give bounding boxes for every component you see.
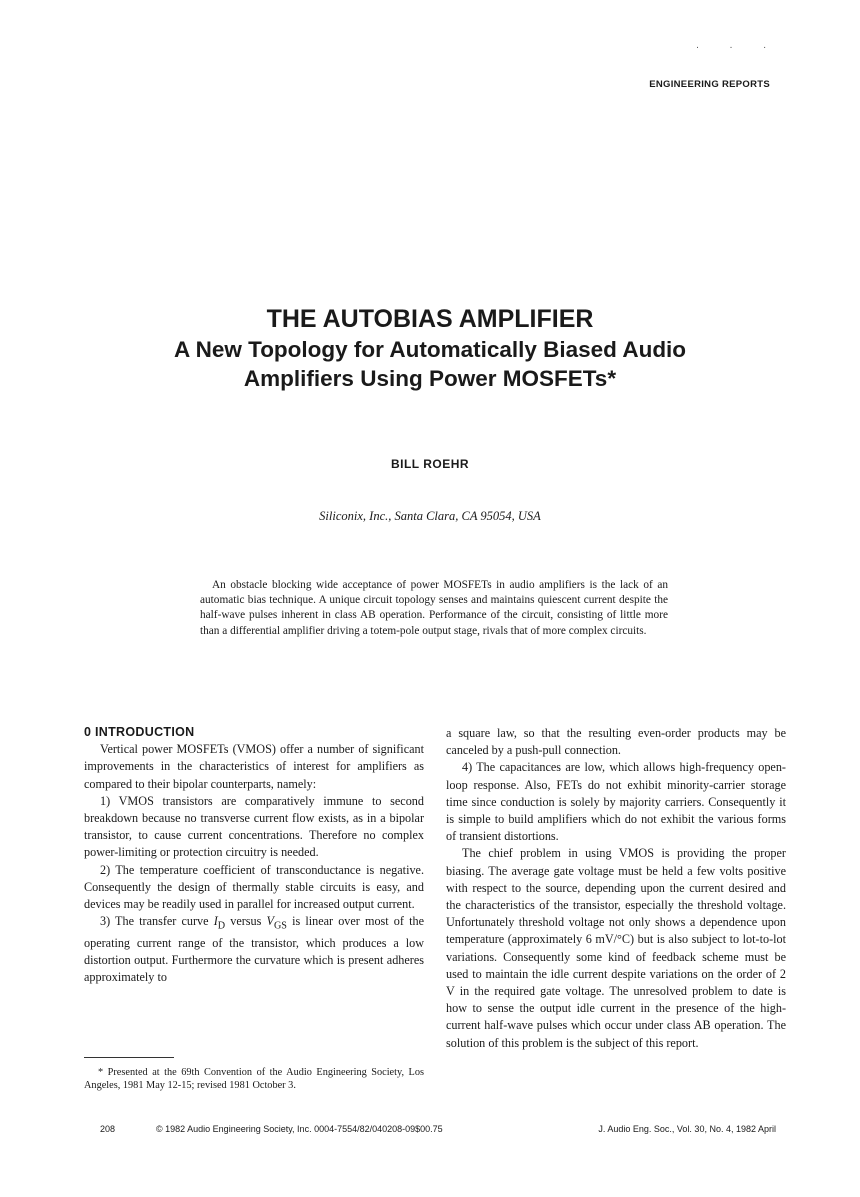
running-header: ENGINEERING REPORTS: [649, 79, 770, 90]
body-paragraph: 4) The capacitances are low, which allows high-frequency open-loop response. Also, FETs do not exhibit minority-carrier storage time since conduction is solely by majority carriers. Consequently it is simple to build amplifiers which do not exhibit the various forms of transient distortions.: [446, 760, 786, 844]
symbol-vgs: V: [266, 914, 274, 929]
paper-subtitle-line2: Amplifiers Using Power MOSFETs*: [243, 366, 617, 391]
item3-text-start: 3) The transfer curve: [100, 914, 214, 929]
author-name: BILL ROEHR: [390, 457, 470, 471]
body-paragraph: 1) VMOS transistors are comparatively immune to second breakdown because no transverse current flow exists, as in a bipolar transistor, to cause current concentrations. Therefore no complex power-limiting or protection circuitry is needed.: [84, 793, 424, 860]
item3-text-middle: versus: [225, 914, 267, 929]
copyright-notice: © 1982 Audio Engineering Society, Inc. 0004-7554/82/040208-09$00.75: [156, 1124, 443, 1134]
title-block: [0, 303, 860, 393]
item3-text-end: is linear over most of the operating current range of the transistor, which produces a low distortion output. Furthermore the curvature which is present adheres approximately to: [84, 914, 424, 985]
body-paragraph: 2) The temperature coefficient of transconductance is negative. Consequently the design of thermally stable circuits is easy, and devices may be readily used in parallel for increased output current.: [84, 862, 424, 912]
body-paragraph: Vertical power MOSFETs (VMOS) offer a number of significant improvements in the characteristics of interest for amplifiers as compared to their bipolar counterparts, namely:: [84, 742, 424, 791]
body-paragraph-item3: [84, 913, 424, 986]
left-column: [84, 724, 424, 986]
footnote: * Presented at the 69th Convention of the Audio Engineering Society, Los Angeles, 1981 May 12-15; revised 1981 October 3.: [84, 1067, 424, 1092]
right-column: [446, 725, 786, 1052]
symbol-vgs-subscript: GS: [273, 920, 287, 932]
footnote-divider: [84, 1057, 174, 1058]
body-paragraph: The chief problem in using VMOS is providing the proper biasing. The average gate voltage must be held a few volts positive with respect to the source, depending upon the current desired and the characteristics of the transistor, especially the threshold voltage. Unfortunately threshold voltage not only shows a dependence upon temperature (approximately 6 mV/°C) but is also subject to lot-to-lot variations. Consequently some kind of feedback scheme must be used to maintain the idle current despite variations on the order of 2 V in the required gate voltage. The unresolved problem to date is how to sense the output idle current in the presence of the high-current half-wave pulses which occur under class AB operation. The solution of this problem is the subject of this report.: [446, 846, 786, 1050]
body-paragraph: a square law, so that the resulting even-order products may be canceled by a push-pull connection.: [446, 726, 786, 758]
corner-marks: . . .: [696, 40, 780, 51]
journal-citation: J. Audio Eng. Soc., Vol. 30, No. 4, 1982 April: [598, 1124, 776, 1134]
symbol-id: I: [213, 914, 218, 929]
page-number: 208: [100, 1124, 116, 1134]
section-heading: 0 INTRODUCTION: [84, 725, 195, 739]
author-affiliation: Siliconix, Inc., Santa Clara, CA 95054, USA: [319, 509, 541, 523]
paper-subtitle-line1: A New Topology for Automatically Biased Audio: [173, 337, 687, 362]
abstract: An obstacle blocking wide acceptance of power MOSFETs in audio amplifiers is the lack of an automatic bias technique. A unique circuit topology senses and maintains quiescent current despite the half-wave pulses inherent in class AB operation. Performance of the circuit, consisting of little more than a differential amplifier driving a totem-pole output stage, rivals that of more complex circuits.: [200, 579, 668, 637]
symbol-id-subscript: D: [217, 920, 226, 932]
paper-title: THE AUTOBIAS AMPLIFIER: [266, 305, 594, 333]
